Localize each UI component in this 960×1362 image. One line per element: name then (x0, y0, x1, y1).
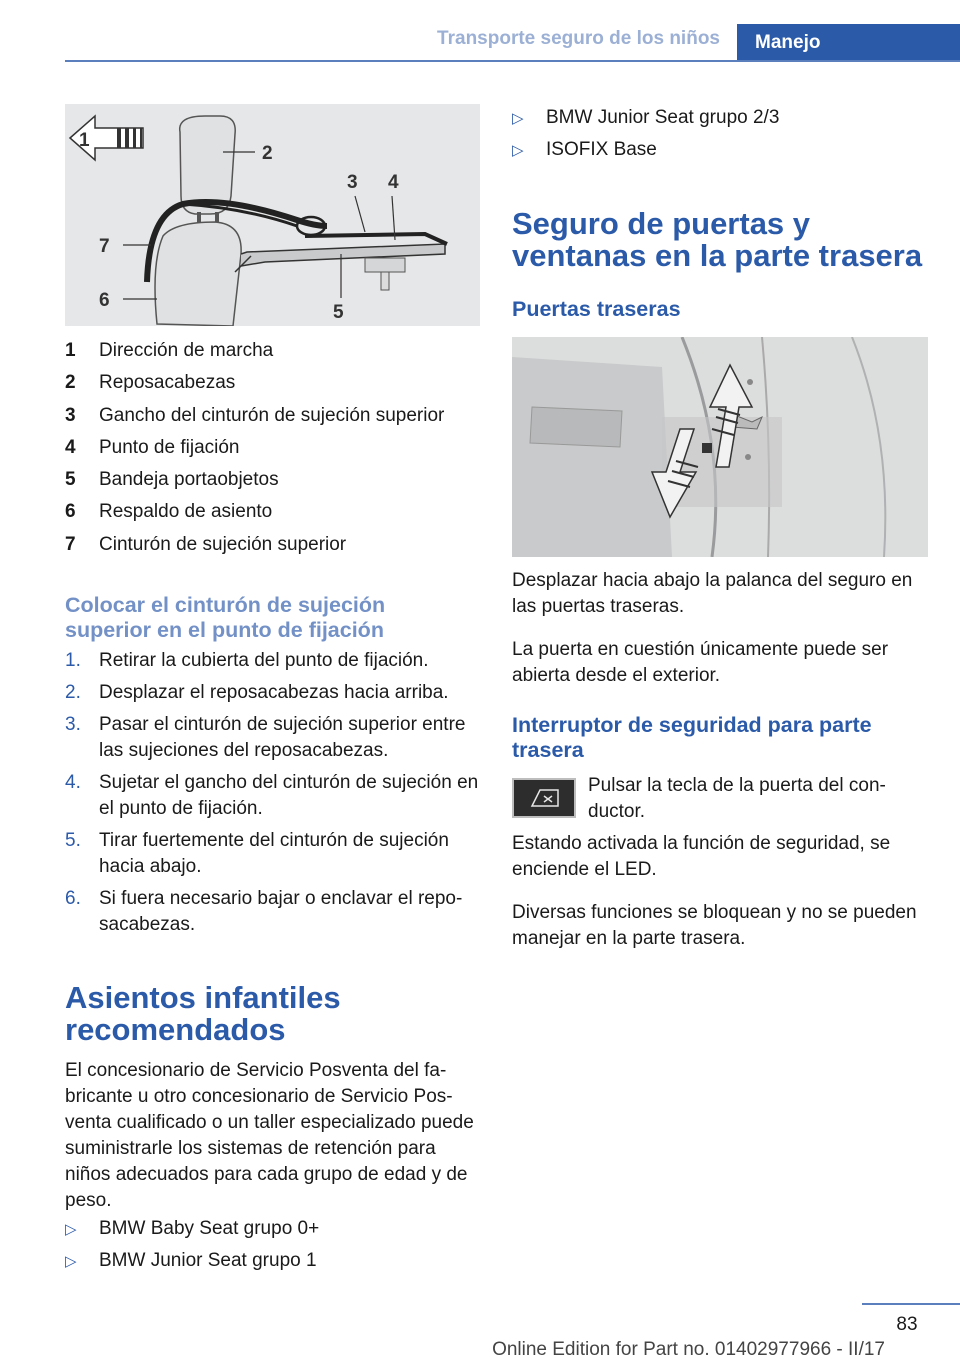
step-item: 1. Retirar la cubierta del punto de fijación. (65, 650, 429, 671)
callout-5: 5 (333, 302, 344, 323)
puertas-heading: Puertas traseras (512, 297, 681, 321)
page-number: 83 (896, 1314, 918, 1335)
legend-item: 2 Reposacabezas (65, 372, 236, 394)
puertas-text-1: Desplazar hacia abajo la palanca del seguro en las puertas traseras. (512, 570, 913, 617)
seguro-heading: Seguro de puertas y ventanas en la parte trasera (512, 206, 923, 273)
interruptor-heading: Interruptor de seguridad para parte trasera (512, 713, 872, 762)
colocar-steps (65, 648, 480, 944)
interruptor-text-2: Diversas funciones se bloquean y no se pueden manejar en la parte trasera. (512, 902, 917, 949)
triangle-bullet-icon: ▷ (512, 142, 524, 159)
colocar-heading: Colocar el cinturón de sujeción superior en el punto de fijación (65, 593, 386, 642)
header-tab-manejo[interactable]: Manejo (737, 24, 960, 62)
bullets-left (65, 1216, 480, 1280)
legend-item: 7 Cinturón de sujeción superior (65, 533, 347, 555)
step-item: 3. Pasar el cinturón de sujeción superior entre las sujeciones del reposacabezas. (65, 714, 466, 761)
list-item: ▷ BMW Junior Seat grupo 1 (65, 1248, 480, 1280)
asientos-heading: Asientos infantiles recomendados (65, 980, 341, 1047)
window-lock-button-icon (512, 778, 576, 818)
legend-item: 5 Bandeja portaobjetos (65, 469, 279, 491)
list-item: ▷ BMW Junior Seat grupo 2/3 (512, 105, 928, 137)
list-item: ▷ ISOFIX Base (512, 137, 928, 169)
figure-legend (65, 338, 480, 564)
header-section-title: Transporte seguro de los niños (437, 28, 720, 49)
interruptor-text-0: Pulsar la tecla de la puerta del conductor. (588, 775, 886, 822)
step-item: 6. Si fuera necesario bajar o enclavar el reposacabezas. (65, 888, 463, 935)
legend-item: 3 Gancho del cinturón de sujeción superior (65, 404, 445, 426)
door-lock-figure (512, 337, 928, 557)
callout-7: 7 (99, 236, 110, 257)
callout-1: 1 (79, 130, 90, 151)
asientos-body: El concesionario de Servicio Posventa del fabricante u otro concesionario de Servicio Posventa cualificado o un taller especializado puede suministrarle los sistemas de retención para niños adecuados para cada grupo de edad y de peso. (65, 1060, 474, 1211)
callout-6: 6 (99, 290, 110, 311)
callout-3: 3 (347, 172, 358, 193)
top-tether-figure (65, 104, 480, 326)
callout-4: 4 (388, 172, 399, 193)
bullets-right (512, 105, 928, 169)
header-divider (65, 60, 960, 62)
footer-divider (862, 1303, 960, 1305)
step-item: 2. Desplazar el reposacabezas hacia arriba. (65, 682, 449, 703)
triangle-bullet-icon: ▷ (65, 1253, 77, 1270)
step-item: 5. Tirar fuertemente del cinturón de sujeción hacia abajo. (65, 830, 449, 877)
interruptor-text-1: Estando activada la función de seguridad, se enciende el LED. (512, 833, 891, 880)
list-item: ▷ BMW Baby Seat grupo 0+ (65, 1216, 480, 1248)
edition-text: Online Edition for Part no. 01402977966 - II/17 (492, 1339, 885, 1360)
step-item: 4. Sujetar el gancho del cinturón de sujeción en el punto de fijación. (65, 772, 479, 819)
callout-2: 2 (262, 143, 273, 164)
puertas-text-2: La puerta en cuestión únicamente puede ser abierta desde el exterior. (512, 639, 889, 686)
legend-item: 4 Punto de fijación (65, 436, 240, 458)
legend-item: 1 Dirección de marcha (65, 340, 274, 361)
legend-item: 6 Respaldo de asiento (65, 501, 273, 523)
triangle-bullet-icon: ▷ (65, 1221, 77, 1238)
triangle-bullet-icon: ▷ (512, 110, 524, 127)
